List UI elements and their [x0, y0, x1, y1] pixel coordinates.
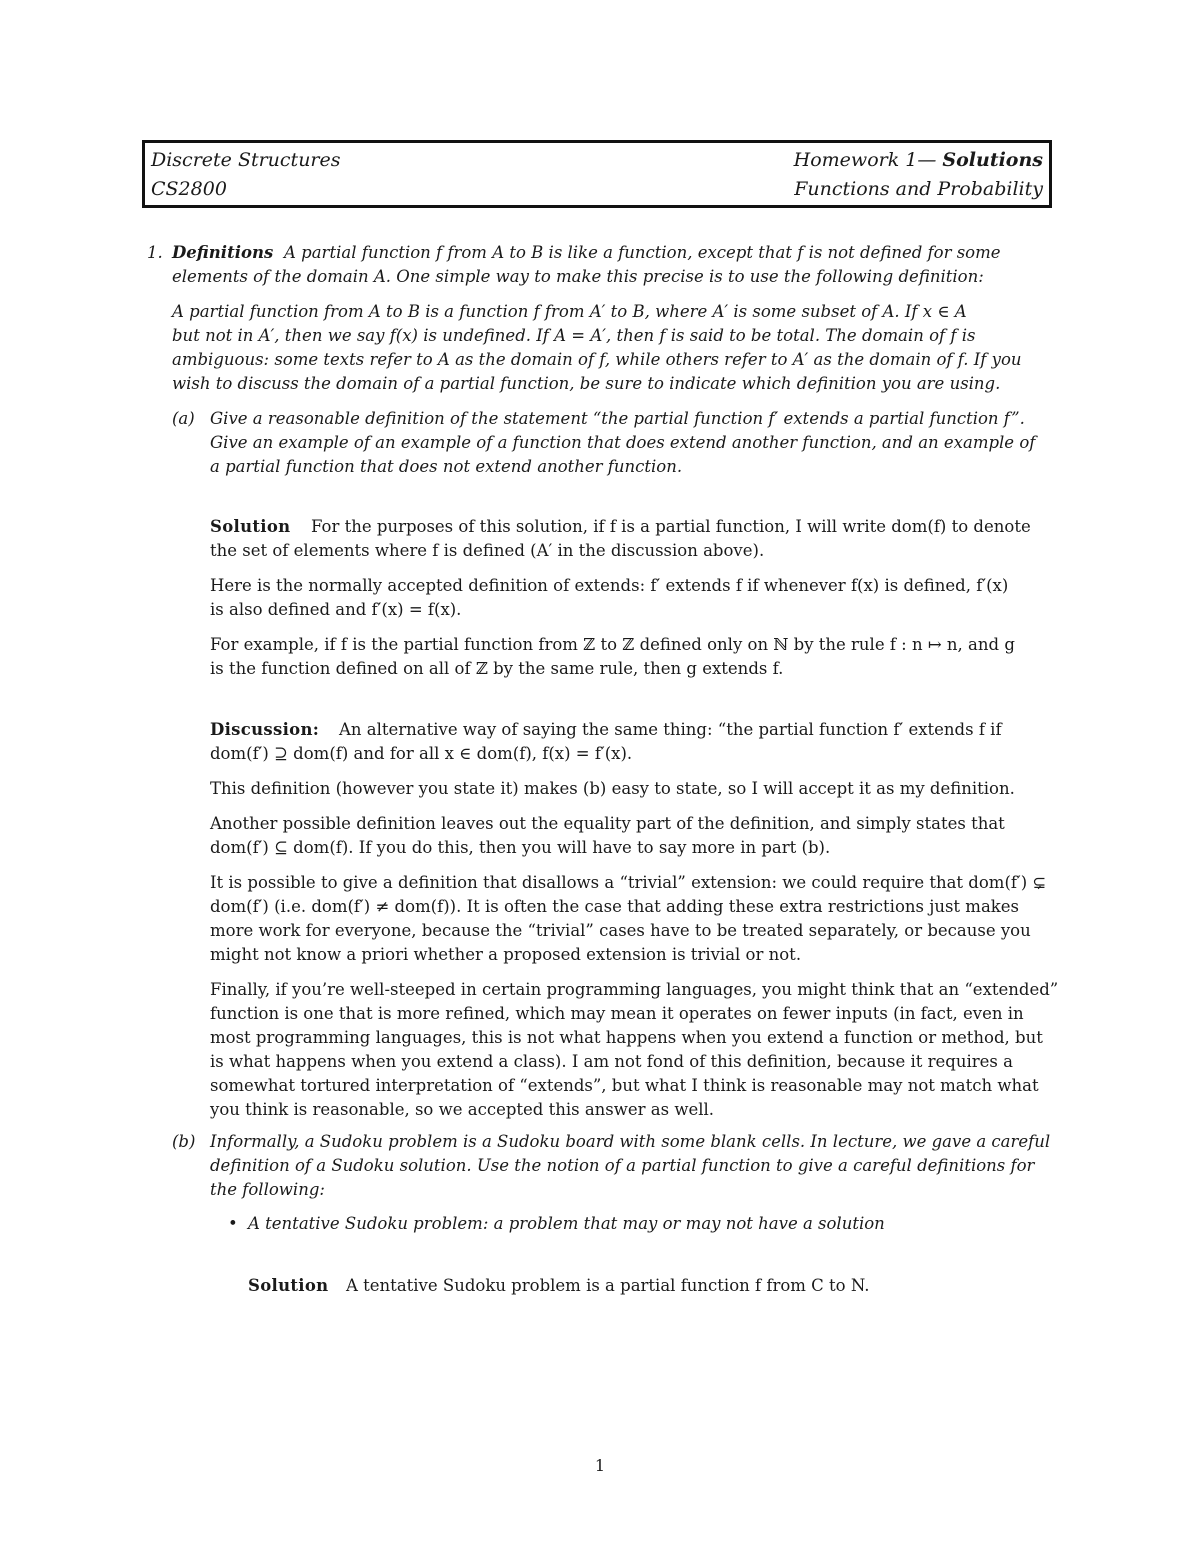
- problem-number: 1.: [147, 243, 163, 262]
- discussion-line-1: An alternative way of saying the same thing: “the partial function f′ extends f if: [339, 720, 1002, 739]
- part-a-solution-line-4: is also defined and f′(x) = f(x).: [210, 600, 462, 619]
- bullet-marker: •: [228, 1214, 238, 1233]
- header-box: [142, 140, 1052, 208]
- part-a-question-line-1: Give a reasonable definition of the statement “the partial function f′ extends a partial function f”.: [210, 409, 1025, 428]
- discussion-line-4: Another possible definition leaves out the equality part of the definition, and simply states that: [210, 814, 1005, 833]
- discussion-line-11: function is one that is more refined, which may mean it operates on fewer inputs (in fact, even in: [210, 1004, 1024, 1023]
- part-a-solution-line-1: For the purposes of this solution, if f is a partial function, I will write dom(f) to denote: [311, 517, 1031, 536]
- discussion-line-12: most programming languages, this is not what happens when you extend a function or method, but: [210, 1028, 1043, 1047]
- discussion-line-13: is what happens when you extend a class). I am not fond of this definition, because it requires a: [210, 1052, 1013, 1071]
- part-a-solution-label: Solution: [210, 517, 291, 536]
- problem-heading: Definitions: [172, 243, 274, 262]
- bullet-item-tentative-sudoku: A tentative Sudoku problem: a problem that may or may not have a solution: [248, 1214, 885, 1233]
- discussion-line-15: you think is reasonable, so we accepted this answer as well.: [210, 1100, 715, 1119]
- discussion-label: Discussion:: [210, 720, 320, 739]
- topic-title: Functions and Probability: [794, 178, 1043, 200]
- part-a-solution-line-2: the set of elements where f is defined (A′ in the discussion above).: [210, 541, 765, 560]
- part-a-question-line-3: a partial function that does not extend another function.: [210, 457, 683, 476]
- definition-line-2: but not in A′, then we say f(x) is undefined. If A = A′, then f is said to be total. The domain of f is: [172, 326, 976, 345]
- discussion-line-9: might not know a priori whether a proposed extension is trivial or not.: [210, 945, 802, 964]
- part-a-label: (a): [172, 409, 195, 428]
- part-b-question-line-1: Informally, a Sudoku problem is a Sudoku board with some blank cells. In lecture, we gave a careful: [210, 1132, 1051, 1151]
- definition-line-1: A partial function from A to B is a function f from A′ to B, where A′ is some subset of A. If x ∈ A: [172, 302, 967, 321]
- part-b-question-line-2: definition of a Sudoku solution. Use the notion of a partial function to give a careful definitions for: [210, 1156, 1035, 1175]
- intro-line-1: A partial function f from A to B is like a function, except that f is not defined for some: [284, 243, 1001, 262]
- part-b-solution-label: Solution: [248, 1276, 329, 1295]
- discussion-line-5: dom(f′) ⊆ dom(f). If you do this, then you will have to say more in part (b).: [210, 838, 831, 857]
- part-b-label: (b): [172, 1132, 196, 1151]
- discussion-line-3: This definition (however you state it) makes (b) easy to state, so I will accept it as my definition.: [210, 779, 1015, 798]
- discussion-line-6: It is possible to give a definition that disallows a “trivial” extension: we could require that dom(f′) ⊊: [210, 873, 1047, 892]
- part-a-solution-line-6: is the function defined on all of ℤ by the same rule, then g extends f.: [210, 659, 784, 678]
- discussion-line-8: more work for everyone, because the “trivial” cases have to be treated separately, or because you: [210, 921, 1031, 940]
- part-a-solution-line-3: Here is the normally accepted definition of extends: f′ extends f if whenever f(x) is defined, f′(x): [210, 576, 1009, 595]
- definition-line-4: wish to discuss the domain of a partial function, be sure to indicate which definition you are using.: [172, 374, 1001, 393]
- part-b-solution-text: A tentative Sudoku problem is a partial function f from C to N.: [346, 1276, 870, 1295]
- course-name: Discrete Structures: [151, 149, 341, 171]
- homework-solutions-label: Solutions: [942, 149, 1043, 171]
- definition-line-3: ambiguous: some texts refer to A as the domain of f, while others refer to A′ as the domain of f. If you: [172, 350, 1022, 369]
- part-a-question-line-2: Give an example of an example of a function that does extend another function, and an example of: [210, 433, 1036, 452]
- intro-line-2: elements of the domain A. One simple way to make this precise is to use the following definition:: [172, 267, 984, 286]
- discussion-line-14: somewhat tortured interpretation of “extends”, but what I think is reasonable may not match what: [210, 1076, 1039, 1095]
- discussion-line-2: dom(f′) ⊇ dom(f) and for all x ∈ dom(f), f(x) = f′(x).: [210, 744, 633, 763]
- page-number: 1: [594, 1456, 606, 1475]
- discussion-line-10: Finally, if you’re well-steeped in certain programming languages, you might think that an “extended”: [210, 980, 1059, 999]
- course-code: CS2800: [151, 178, 227, 200]
- discussion-line-7: dom(f′) (i.e. dom(f′) ≠ dom(f)). It is often the case that adding these extra restrictions just makes: [210, 897, 1020, 916]
- homework-title: [794, 149, 1043, 171]
- homework-prefix: Homework 1—: [793, 149, 943, 171]
- part-a-solution-line-5: For example, if f is the partial function from ℤ to ℤ defined only on ℕ by the rule f : n ↦ n, and g: [210, 635, 1015, 654]
- part-b-question-line-3: the following:: [210, 1180, 325, 1199]
